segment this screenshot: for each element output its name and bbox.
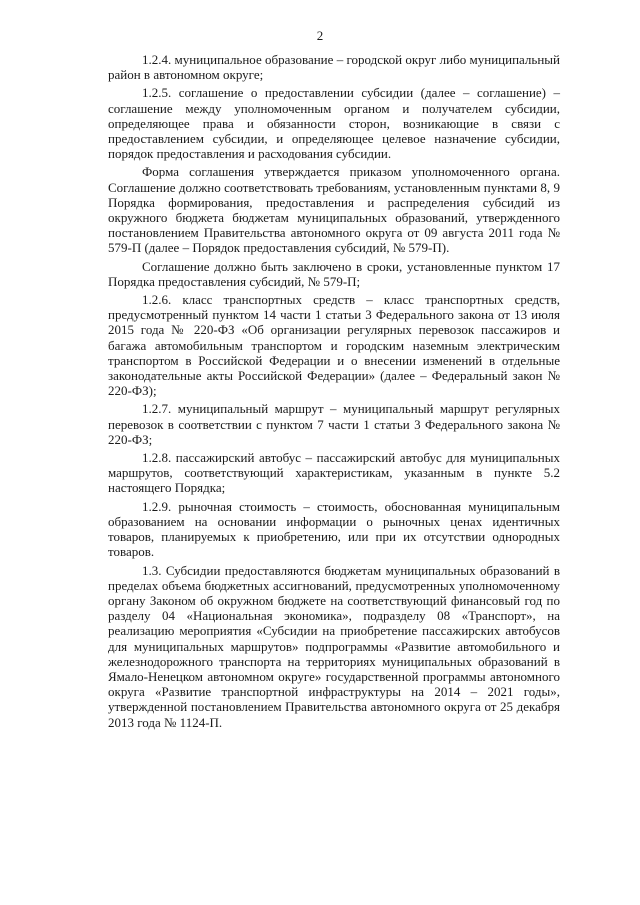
- paragraph-1-2-5: 1.2.5. соглашение о предоставлении субсидии (далее – соглашение) – соглашение между уполномоченным органом и получателем субсидии, определяющее права и обязанности сторон, возникающие в связи с предоставлением субсидии, и определяющее целевое назначение субсидии, порядок предоставления и расходования субсидии.: [108, 85, 560, 162]
- page-number: 2: [316, 28, 324, 43]
- paragraph-agreement-deadline: Соглашение должно быть заключено в сроки, установленные пунктом 17 Порядка предоставления субсидий, № 579-П;: [108, 258, 560, 289]
- paragraph-agreement-form: Форма соглашения утверждается приказом уполномоченного органа. Соглашение должно соответствовать требованиям, установленным пунктами 8, 9 Порядка формирования, предоставления и распределения субсидий из окружного бюджета бюджетам муниципальных образований, утвержденного постановлением Правительства автономного округа от 09 августа 2011 года № 579-П (далее – Порядок предоставления субсидий, № 579-П).: [108, 164, 560, 256]
- document-body: [108, 52, 560, 733]
- paragraph-1-2-4: 1.2.4. муниципальное образование – городской округ либо муниципальный район в автономном округе;: [108, 52, 560, 83]
- paragraph-1-2-7: 1.2.7. муниципальный маршрут – муниципальный маршрут регулярных перевозок в соответствии с пунктом 7 части 1 статьи 3 Федерального закона № 220-ФЗ;: [108, 401, 560, 447]
- paragraph-1-2-6: 1.2.6. класс транспортных средств – класс транспортных средств, предусмотренный пунктом 14 части 1 статьи 3 Федерального закона от 13 июля 2015 года № 220-ФЗ «Об организации регулярных перевозок пассажиров и багажа автомобильным транспортом и городским наземным электрическим транспортом в Российской Федерации и о внесении изменений в отдельные законодательные акты Российской Федерации» (далее – Федеральный закон № 220-ФЗ);: [108, 292, 560, 399]
- paragraph-1-3: 1.3. Субсидии предоставляются бюджетам муниципальных образований в пределах объема бюджетных ассигнований, предусмотренных уполномоченному органу Законом об окружном бюджете на соответствующий финансовый год по разделу 04 «Национальная экономика», подразделу 08 «Транспорт», на реализацию мероприятия «Субсидии на приобретение пассажирских автобусов для муниципальных маршрутов» подпрограммы «Развитие автомобильного и железнодорожного транспорта на территориях муниципальных образований в Ямало-Ненецком автономном округе» государственной программы автономного округа «Развитие транспортной инфраструктуры на 2014 – 2021 годы», утвержденной постановлением Правительства автономного округа от 25 декабря 2013 года № 1124-П.: [108, 562, 560, 730]
- paragraph-1-2-8: 1.2.8. пассажирский автобус – пассажирский автобус для муниципальных маршрутов, соответствующий характеристикам, указанным в пункте 5.2 настоящего Порядка;: [108, 450, 560, 496]
- paragraph-1-2-9: 1.2.9. рыночная стоимость – стоимость, обоснованная муниципальным образованием на основании информации о рыночных ценах идентичных товаров, планируемых к приобретению, или при их отсутствии однородных товаров.: [108, 498, 560, 560]
